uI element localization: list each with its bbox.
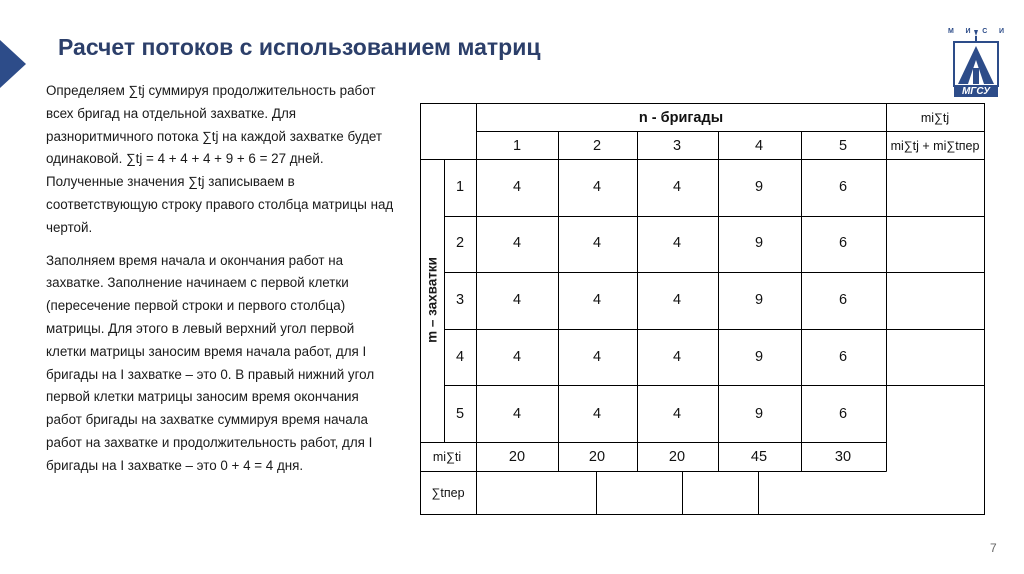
matrix-cell: 4 [672, 235, 682, 251]
logo-letter: С [982, 28, 988, 35]
sum-cell: 30 [834, 449, 852, 465]
matrix-cell: 4 [512, 292, 522, 308]
matrix-cell: 9 [754, 406, 764, 422]
logo-letter: И [998, 28, 1004, 35]
sum-label: mi∑ti [432, 450, 462, 464]
matrix-cell: 6 [838, 292, 848, 308]
sum-cell: 20 [588, 449, 606, 465]
brigades-header: n - бригады [638, 110, 724, 126]
row-number: 3 [455, 292, 465, 308]
sum-cell: 20 [668, 449, 686, 465]
matrix-cell: 9 [754, 235, 764, 251]
matrix-cell: 4 [592, 179, 602, 195]
matrix-cell: 4 [512, 349, 522, 365]
logo-letter: М [948, 28, 954, 35]
column-number: 1 [512, 138, 522, 154]
matrix-cell: 4 [672, 406, 682, 422]
logo-letter: И [965, 28, 971, 35]
matrix-cell: 4 [512, 406, 522, 422]
matrix-cell: 4 [672, 179, 682, 195]
logo-caption: МГСУ [954, 86, 998, 97]
matrix-cell: 4 [512, 179, 522, 195]
column-number: 2 [592, 138, 602, 154]
matrix-cell: 9 [754, 292, 764, 308]
matrix-cell: 4 [592, 349, 602, 365]
row-number: 5 [455, 406, 465, 422]
matrix-cell: 9 [754, 349, 764, 365]
matrix-cell: 6 [838, 406, 848, 422]
row-number: 4 [455, 349, 465, 365]
matrix-cell: 6 [838, 179, 848, 195]
paragraph: Определяем ∑tj суммируя продолжительность работ всех бригад на отдельной захватке. Для разноритмичного потока ∑tj на каждой захватке будет одинаковой. ∑tj = 4 + 4 + 4 + 9 + 6 = 27 дней. Полученные значения ∑tj записываем в соответствующую строку правого столбца матрицы над чертой. [46, 83, 394, 235]
matrix-cell: 4 [672, 292, 682, 308]
matrix-cell: 4 [672, 349, 682, 365]
matrix-cell: 6 [838, 349, 848, 365]
matrix-cell: 6 [838, 235, 848, 251]
paragraph: Заполняем время начала и окончания работ на захватке. Заполнение начинаем с первой клетки (пересечение первой строки и первого столбца) матрицы. Для этого в левый верхний угол первой клетки матрицы заносим время начала работ, для I бригады на I захватке – это 0. В правый нижний угол первой клетки матрицы заносим время окончания работ бригады на захватке суммируя время начала работ на захватке и продолжительность работ, для I бригады на I захватке – это 0 + 4 = 4 дня. [46, 252, 375, 473]
matrix-cell: 4 [512, 235, 522, 251]
sum-cell: 20 [508, 449, 526, 465]
matrix-cell: 9 [754, 179, 764, 195]
page-number: 7 [990, 541, 997, 555]
matrix-cell: 4 [592, 235, 602, 251]
row-number: 1 [455, 179, 465, 195]
matrix-cell: 4 [592, 406, 602, 422]
right-header-bottom: mi∑tj + mi∑tпер [890, 139, 980, 153]
column-number: 4 [754, 138, 764, 154]
right-header-top: mi∑tj [920, 111, 950, 125]
matrix-cell: 4 [592, 292, 602, 308]
page-title: Расчет потоков с использованием матриц [58, 34, 541, 60]
row-number: 2 [455, 235, 465, 251]
sum-cell: 45 [750, 449, 768, 465]
column-number: 3 [672, 138, 682, 154]
zahvatki-label: m – захватки [424, 257, 440, 343]
per-label: ∑tпер [431, 486, 465, 500]
column-number: 5 [838, 138, 848, 154]
